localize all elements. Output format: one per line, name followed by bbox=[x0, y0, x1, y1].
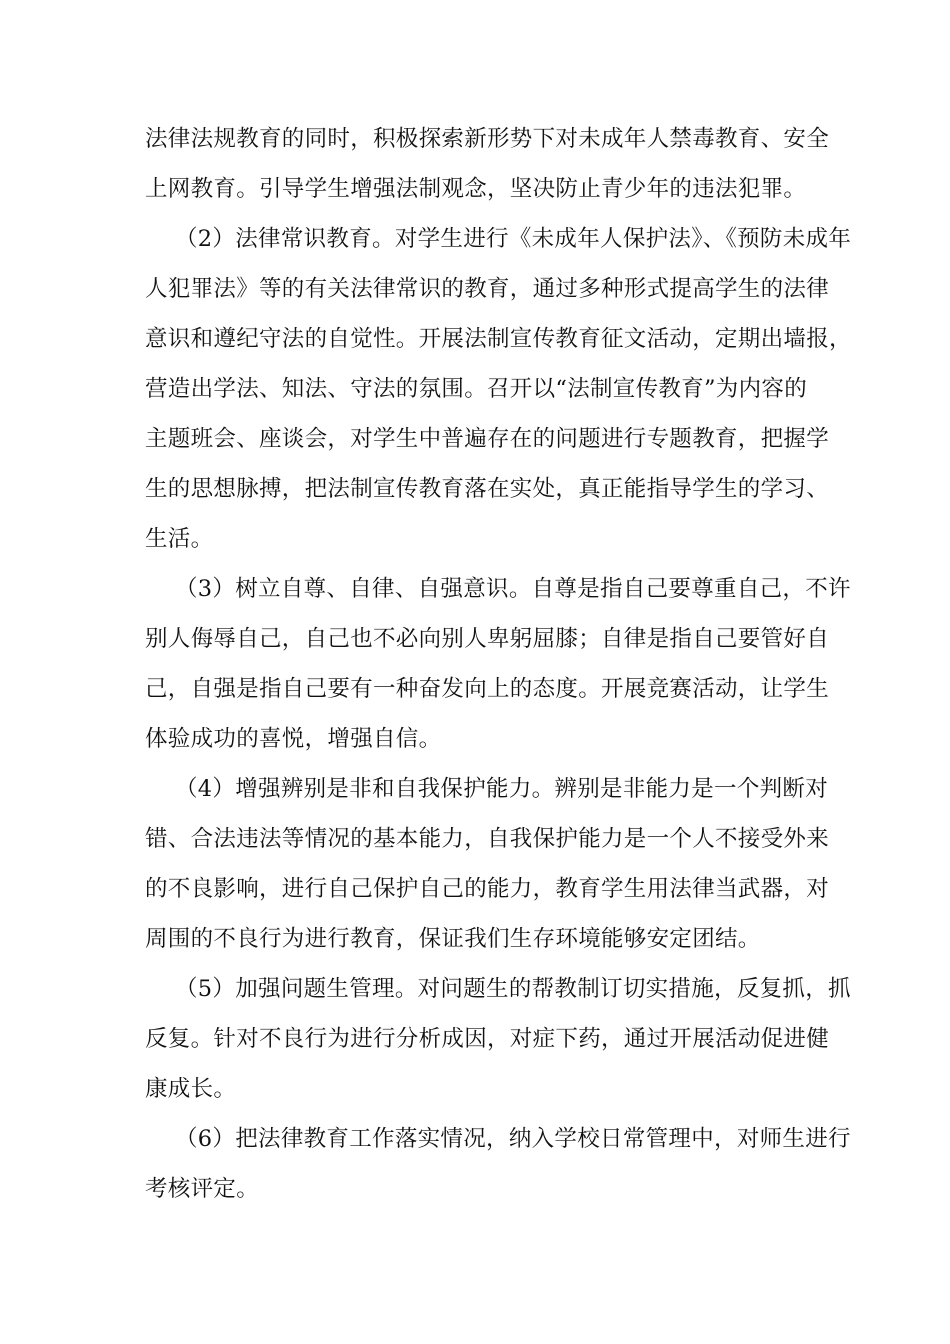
text-line: 错、合法违法等情况的基本能力，自我保护能力是一个人不接受外来 bbox=[145, 826, 830, 852]
paragraph-5-start: （5）加强问题生管理。对问题生的帮教制订切实措施，反复抓，抓 bbox=[175, 976, 851, 1002]
paragraph-6-start: （6）把法律教育工作落实情况，纳入学校日常管理中，对师生进行 bbox=[175, 1126, 851, 1152]
text-line: 生的思想脉搏，把法制宣传教育落在实处，真正能指导学生的学习、 bbox=[145, 476, 830, 502]
text-line: 营造出学法、知法、守法的氛围。召开以“法制宣传教育”为内容的 bbox=[145, 376, 808, 402]
text-line: 法律法规教育的同时，积极探索新形势下对未成年人禁毒教育、安全 bbox=[145, 126, 830, 152]
text-line: 康成长。 bbox=[145, 1076, 237, 1102]
text-line: 意识和遵纪守法的自觉性。开展法制宣传教育征文活动，定期出墙报， bbox=[145, 326, 852, 352]
text-line: 人犯罪法》等的有关法律常识的教育，通过多种形式提高学生的法律 bbox=[145, 276, 830, 302]
text-line: 周围的不良行为进行教育，保证我们生存环境能够安定团结。 bbox=[145, 926, 761, 952]
text-line: 考核评定。 bbox=[145, 1176, 260, 1202]
text-line: 反复。针对不良行为进行分析成因，对症下药，通过开展活动促进健 bbox=[145, 1026, 830, 1052]
paragraph-4-start: （4）增强辨别是非和自我保护能力。辨别是非能力是一个判断对 bbox=[175, 776, 829, 802]
text-line: 己，自强是指自己要有一种奋发向上的态度。开展竞赛活动，让学生 bbox=[145, 676, 830, 702]
paragraph-2-start: （2）法律常识教育。对学生进行《未成年人保护法》、《预防未成年 bbox=[175, 226, 852, 252]
text-line: 的不良影响，进行自己保护自己的能力，教育学生用法律当武器，对 bbox=[145, 876, 830, 902]
text-line: 主题班会、座谈会，对学生中普遍存在的问题进行专题教育，把握学 bbox=[145, 426, 830, 452]
text-line: 上网教育。引导学生增强法制观念，坚决防止青少年的违法犯罪。 bbox=[145, 176, 807, 202]
text-line: 体验成功的喜悦，增强自信。 bbox=[145, 726, 442, 752]
text-line: 别人侮辱自己，自己也不必向别人卑躬屈膝；自律是指自己要管好自 bbox=[145, 626, 830, 652]
paragraph-3-start: （3）树立自尊、自律、自强意识。自尊是指自己要尊重自己，不许 bbox=[175, 576, 851, 602]
text-line: 生活。 bbox=[145, 526, 214, 552]
